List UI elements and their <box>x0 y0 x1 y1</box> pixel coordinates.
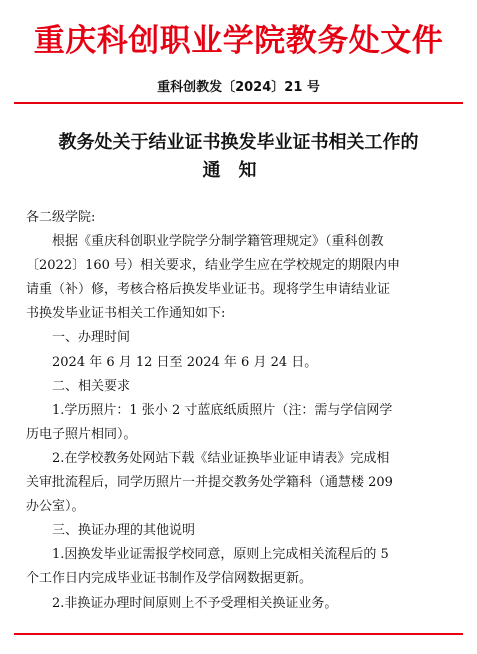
body-line: 1.因换发毕业证需报学校同意，原则上完成相关流程后的 5 <box>52 547 389 563</box>
notice-title-line1: 教务处关于结业证书换发毕业证书相关工作的 <box>58 132 419 153</box>
body-line: 三、换证办理的其他说明 <box>52 523 196 539</box>
body-line: 办公室）。 <box>26 499 85 515</box>
body-line: 历电子照片相同）。 <box>26 426 137 442</box>
document-number: 重科创教发〔2024〕21 号 <box>157 80 320 95</box>
body-line: 〔2022〕160 号）相关要求，结业学生应在学校规定的期限内申 <box>26 258 401 274</box>
notice-body <box>26 206 456 616</box>
body-line: 1.学历照片：1 张小 2 寸蓝底纸质照片（注：需与学信网学 <box>52 402 393 418</box>
body-line: 各二级学院: <box>26 210 96 225</box>
body-line: 2024 年 6 月 12 日至 2024 年 6 月 24 日。 <box>52 354 318 370</box>
notice-title-line2: 通知 <box>202 160 275 181</box>
body-line: 一、办理时间 <box>52 330 131 346</box>
body-line: 书换发毕业证书相关工作通知如下: <box>26 306 226 322</box>
header-red-rule <box>14 102 463 104</box>
body-line: 二、相关要求 <box>52 378 131 394</box>
body-line: 根据《重庆科创职业学院学分制学籍管理规定》（重科创教 <box>52 234 384 250</box>
institution-header-title: 重庆科创职业学院教务处文件 <box>33 23 444 59</box>
footer-red-rule <box>14 633 463 635</box>
body-line: 关审批流程后，同学历照片一并提交教务处学籍科（通慧楼 209 <box>26 475 393 491</box>
body-line: 请重（补）修，考核合格后换发毕业证书。现将学生申请结业证 <box>26 282 391 298</box>
body-line: 2.在学校教务处网站下载《结业证换毕业证申请表》完成相 <box>52 450 390 466</box>
body-line: 个工作日内完成毕业证书制作及学信网数据更新。 <box>26 571 313 587</box>
body-line: 2.非换证办理时间原则上不予受理相关换证业务。 <box>52 595 338 611</box>
